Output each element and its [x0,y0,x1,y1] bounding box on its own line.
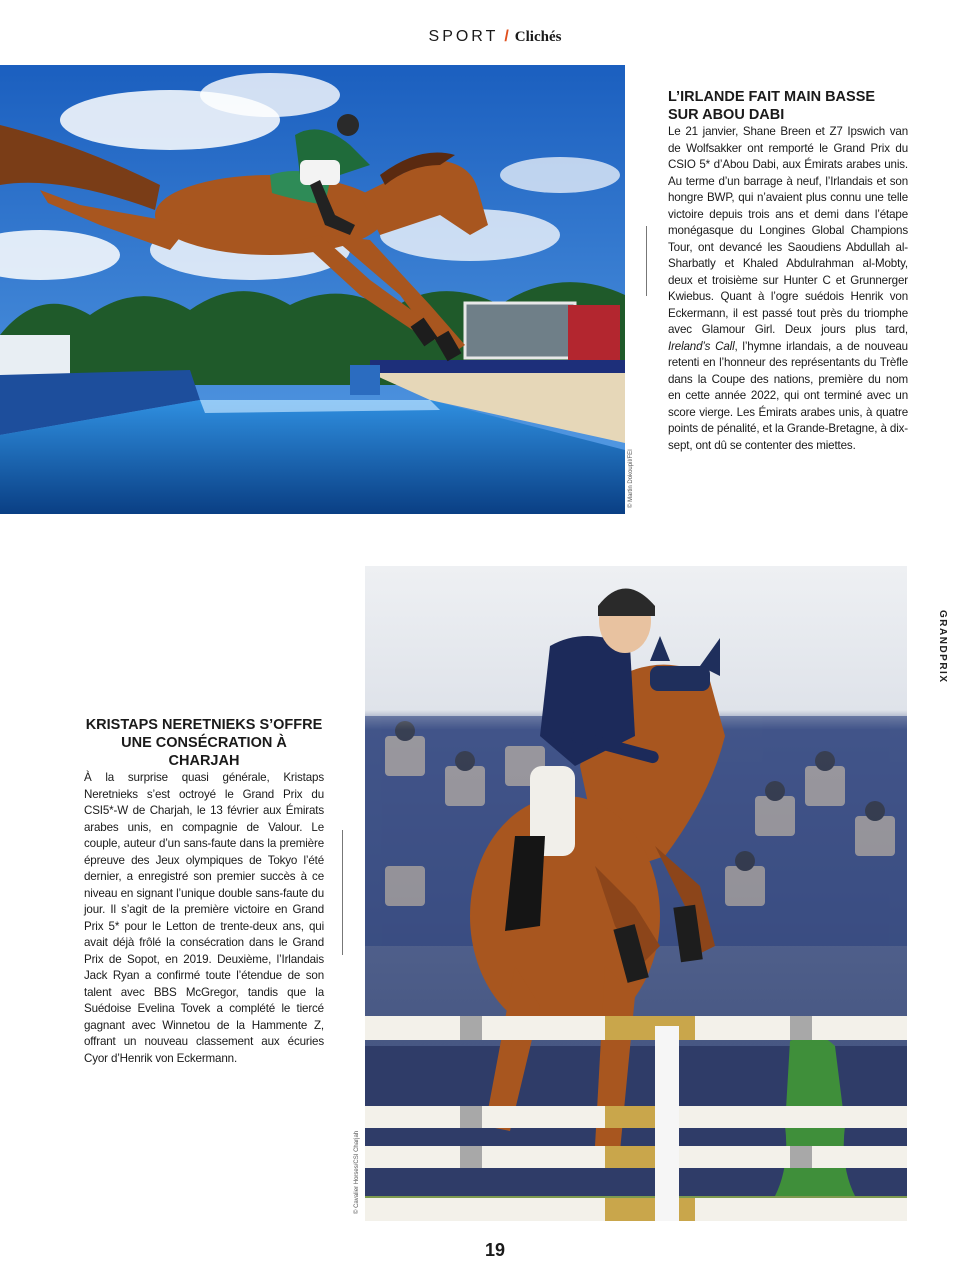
photo-credit-bottom: © Cavalier Horses/CSI Charjah [354,1130,360,1214]
article-title: L’IRLANDE FAIT MAIN BASSE SUR ABOU DABI [668,89,876,123]
header-separator: / [504,28,509,45]
magazine-brand: GRANDPRIX [937,610,948,684]
anthem-title: Ireland’s Call [668,339,735,353]
body-text: , l’hymne irlandais, a de nouveau retenti en l’honneur des représentants du Trèfle dans la Coupe des nations, première du nom en cette année 2022, qui ont terminé avec un score vierge. Les Émirats arabes unis, à quatre points de pénalité, et la Grande-Bretagne, à dix-sept, ont dû se contenter des miettes. [668,339,908,452]
article-ireland [668,88,908,454]
article-body [668,124,908,454]
photo-abu-dhabi [0,65,625,514]
section-label: SPORT [428,28,499,45]
page-number: 19 [484,1240,506,1260]
column-divider [646,226,647,296]
photo-charjah [365,566,907,1221]
body-text: Le 21 janvier, Shane Breen et Z7 Ipswich van de Wolfsakker ont remporté le Grand Prix du CSIO 5* d’Abou Dabi, aux Émirats arabes unis. Au terme d’un barrage à neuf, l’Irlandais et son hongre BWP, qui n’avaient plus connu une telle victoire depuis trois ans et demi dans l’étape monégasque du Longines Global Champions Tour, ont devancé les Saoudiens Abdullah al-Sharbatly et Khaled Abdulrahman al-Mobty, deux et troisième sur Hunter C et Grunnerger Kwiebus. Quant à l’ogre suédois Henrik von Eckermann, il est passé tout près du triomphe avec Glamour Girl. Deux jours plus tard, [668,125,908,336]
photo-credit-top: © Martin Dokoupil/FEI [628,449,634,508]
article-body: À la surprise quasi générale, Kristaps Neretnieks s’est octroyé le Grand Prix du CSI5*-W de Charjah, le 13 février aux Émirats arabes unis, en compagnie de Valour. Le couple, auteur d’un sans-faute dans la première épreuve des Jeux olympiques de Tokyo l’été dernier, a enregistré son premier succès à ce niveau en signant l’unique double sans-faute du jour. Il s’agit de la première victoire en Grand Prix 5* pour le Letton de trente-deux ans, qui avait déjà frôlé la consécration dans le Grand Prix de Sopot, en 2019. Deuxième, l’Irlandais Jack Ryan a confirmé toute l’étendue de son talent avec BBS McGregor, tandis que la Suédoise Evelina Tovek a complété le tiercé gagnant avec Winnetou de la Hammente Z, offrant un nouveau classement aux écuries Cyor d’Henrik von Eckermann. [84,771,324,1065]
subsection-label: Clichés [514,29,562,45]
column-divider [342,830,343,955]
section-header [0,28,975,46]
article-charjah [84,716,324,1067]
article-title: KRISTAPS NERETNIEKS S’OFFRE UNE CONSÉCRATION À CHARJAH [85,717,323,769]
